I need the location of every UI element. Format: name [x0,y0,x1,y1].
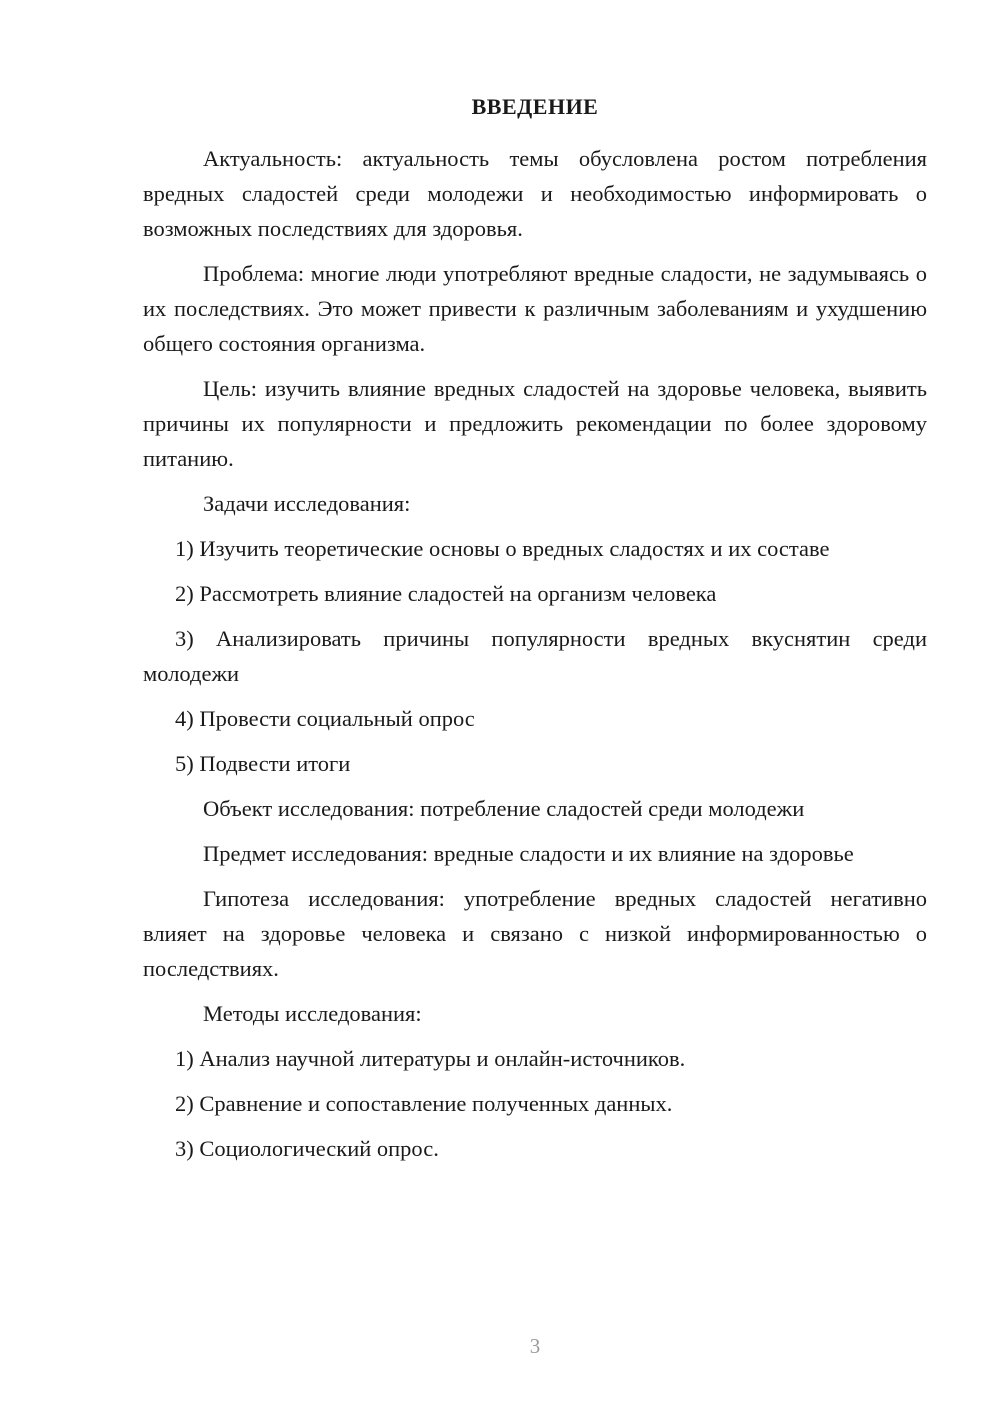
task-item-5: 5) Подвести итоги [175,751,351,776]
tasks-heading: Задачи исследования: [203,491,411,516]
body-text [143,141,927,1176]
methods-heading: Методы исследования: [203,1001,422,1026]
method-item-3: 3) Социологический опрос. [175,1136,439,1161]
relevance-paragraph: Актуальность: актуальность темы обусловлена ростом потребления вредных сладостей среди молодежи и необходимостью информировать о возможных последствиях для здоровья. [143,146,927,241]
task-item-2: 2) Рассмотреть влияние сладостей на организм человека [175,581,717,606]
hypothesis-paragraph: Гипотеза исследования: употребление вредных сладостей негативно влияет на здоровье человека и связано с низкой информированностью о последствиях. [143,886,927,981]
task-item-3: 3) Анализировать причины популярности вредных вкуснятин среди молодежи [143,626,927,686]
problem-paragraph: Проблема: многие люди употребляют вредные сладости, не задумываясь о их последствиях. Это может привести к различным заболеваниям и ухудшению общего состояния организма. [143,261,927,356]
method-item-2: 2) Сравнение и сопоставление полученных данных. [175,1091,673,1116]
goal-paragraph: Цель: изучить влияние вредных сладостей на здоровье человека, выявить причины их популярности и предложить рекомендации по более здоровому питанию. [143,376,927,471]
section-heading: ВВЕДЕНИЕ [471,94,599,119]
subject-paragraph: Предмет исследования: вредные сладости и их влияние на здоровье [203,841,854,866]
page-number: 3 [529,1334,541,1358]
task-item-4: 4) Провести социальный опрос [175,706,475,731]
task-item-1: 1) Изучить теоретические основы о вредных сладостях и их составе [175,536,830,561]
object-paragraph: Объект исследования: потребление сладостей среди молодежи [203,796,805,821]
method-item-1: 1) Анализ научной литературы и онлайн-источников. [175,1046,686,1071]
